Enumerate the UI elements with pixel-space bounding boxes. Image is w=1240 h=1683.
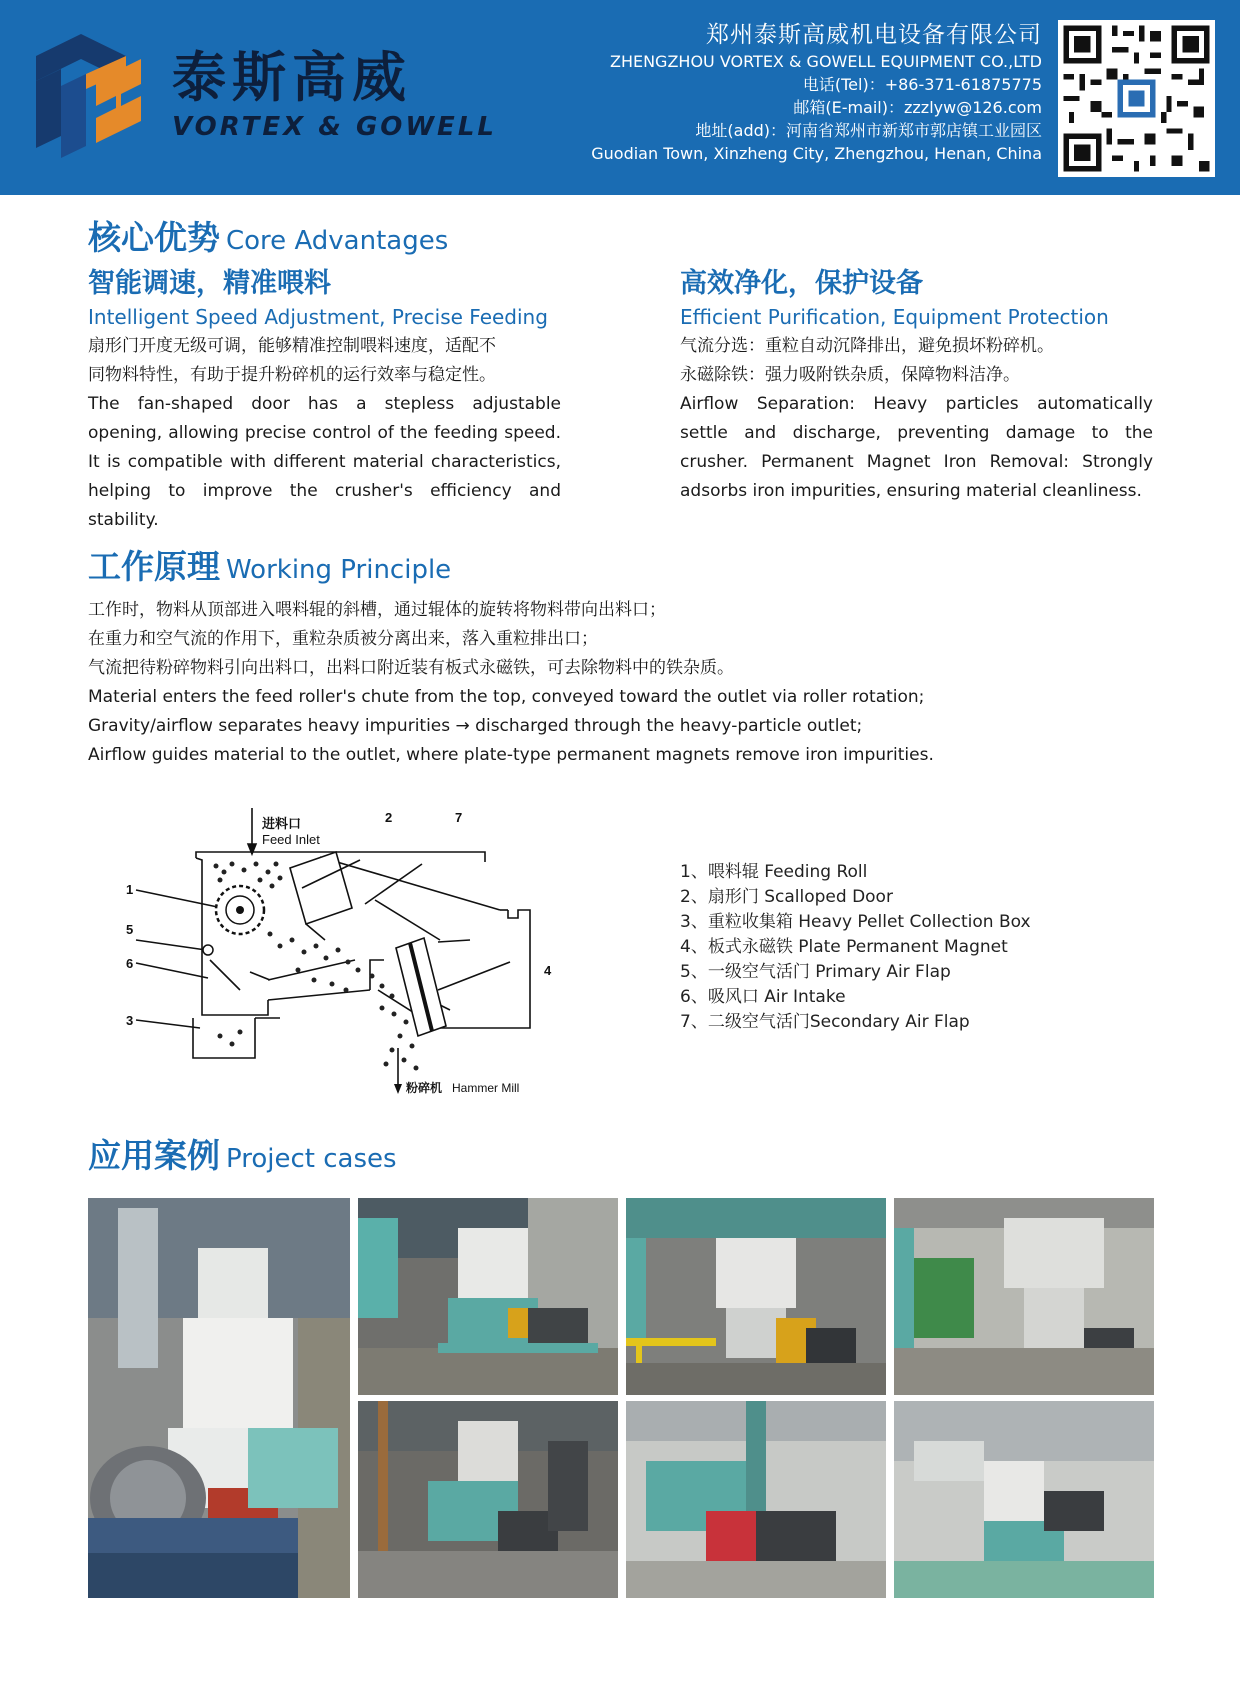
legend-item: 4、板式永磁铁 Plate Permanent Magnet xyxy=(680,937,1008,957)
case-photo-3 xyxy=(626,1198,886,1395)
callout-2: 2 xyxy=(385,810,393,825)
hammer-mill-label-cn: 粉碎机 xyxy=(406,1081,443,1095)
cases-title-cn: 应用案例 xyxy=(88,1136,220,1175)
advantage-right-text-en: Airflow Separation: Heavy particles automatically settle and discharge, preventing damage to the crusher. Permanent Magnet Iron Removal: Strongly adsorbs iron impurities, ensuring material cleanliness. xyxy=(680,394,1153,501)
phone-number[interactable]: 电话(Tel)：+86-371-61875775 xyxy=(802,75,1042,94)
project-cases-heading xyxy=(88,1130,397,1177)
company-name-en: ZHENGZHOU VORTEX & GOWELL EQUIPMENT CO.,LTD xyxy=(609,52,1042,71)
advantage-right-text-cn-2: 永磁除铁：强力吸附铁杂质，保障物料洁净。 xyxy=(680,365,1020,385)
advantage-left-title-cn: 智能调速，精准喂料 xyxy=(88,268,331,299)
advantage-left-title-en: Intelligent Speed Adjustment, Precise Feeding xyxy=(88,305,548,329)
advantage-left-text-en: The fan-shaped door has a stepless adjustable opening, allowing precise control of the feeding speed. It is compatible with different material characteristics, helping to improve the crusher's efficiency and stability. xyxy=(88,394,561,530)
core-advantages-heading xyxy=(88,212,448,259)
vortex-gowell-cube-logo-icon xyxy=(26,26,156,166)
case-photo-2 xyxy=(358,1198,618,1395)
working-line-5: Gravity/airflow separates heavy impurities → discharged through the heavy-particle outlet; xyxy=(88,716,863,736)
legend-item: 3、重粒收集箱 Heavy Pellet Collection Box xyxy=(680,912,1031,932)
legend-item: 5、一级空气活门 Primary Air Flap xyxy=(680,962,951,982)
cases-title-en: Project cases xyxy=(226,1144,397,1174)
email-address[interactable]: 邮箱(E-mail)：zzzlyw@126.com xyxy=(793,98,1042,117)
case-photo-7 xyxy=(894,1401,1154,1598)
working-line-1: 工作时，物料从顶部进入喂料辊的斜槽，通过辊体的旋转将物料带向出料口； xyxy=(88,600,666,620)
callout-6: 6 xyxy=(126,956,134,971)
feed-inlet-label-en: Feed Inlet xyxy=(262,832,320,847)
callout-7: 7 xyxy=(455,810,463,825)
working-principle-text xyxy=(88,596,1148,770)
page-header xyxy=(0,0,1240,195)
callout-1: 1 xyxy=(126,882,134,897)
diagram-legend xyxy=(680,860,1031,1035)
working-title-cn: 工作原理 xyxy=(88,547,220,586)
advantage-left xyxy=(88,266,561,535)
core-title-en: Core Advantages xyxy=(226,226,449,256)
working-line-6: Airflow guides material to the outlet, where plate-type permanent magnets remove iron impurities. xyxy=(88,745,934,765)
case-photo-4 xyxy=(894,1198,1154,1395)
callout-4: 4 xyxy=(544,963,552,978)
working-line-4: Material enters the feed roller's chute from the top, conveyed toward the outlet via roller rotation; xyxy=(88,687,925,707)
feed-inlet-label-cn: 进料口 xyxy=(262,817,302,832)
contact-block xyxy=(591,20,1042,165)
case-photo-6 xyxy=(626,1401,886,1598)
address-en: Guodian Town, Xinzheng City, Zhengzhou, Henan, China xyxy=(591,144,1042,163)
legend-item: 6、吸风口 Air Intake xyxy=(680,987,846,1007)
working-principle-heading xyxy=(88,541,451,588)
address-cn: 地址(add)：河南省郑州市新郑市郭店镇工业园区 xyxy=(695,121,1042,140)
working-title-en: Working Principle xyxy=(226,555,452,585)
legend-item: 7、二级空气活门Secondary Air Flap xyxy=(680,1012,970,1032)
qr-code-icon[interactable] xyxy=(1058,20,1215,177)
callout-5: 5 xyxy=(126,922,134,937)
core-title-cn: 核心优势 xyxy=(88,218,220,257)
legend-item: 1、喂料辊 Feeding Roll xyxy=(680,862,868,882)
working-line-2: 在重力和空气流的作用下，重粒杂质被分离出来，落入重粒排出口； xyxy=(88,629,598,649)
case-photo-1 xyxy=(88,1198,350,1598)
brand-name-en: VORTEX & GOWELL xyxy=(172,112,497,142)
advantage-right-title-cn: 高效净化，保护设备 xyxy=(680,268,923,299)
callout-3: 3 xyxy=(126,1013,134,1028)
company-name-cn: 郑州泰斯高威机电设备有限公司 xyxy=(706,22,1042,48)
legend-item: 2、扇形门 Scalloped Door xyxy=(680,887,893,907)
feeder-diagram xyxy=(120,800,590,1105)
advantage-right-title-en: Efficient Purification, Equipment Protection xyxy=(680,305,1109,329)
case-photo-5 xyxy=(358,1401,618,1598)
hammer-mill-label-en: Hammer Mill xyxy=(452,1081,520,1095)
advantage-left-text-cn-1: 扇形门开度无级可调，能够精准控制喂料速度，适配不 xyxy=(88,336,496,356)
brand-name-cn: 泰斯高威 xyxy=(172,46,412,109)
advantage-right-text-cn-1: 气流分选：重粒自动沉降排出，避免损坏粉碎机。 xyxy=(680,336,1054,356)
advantage-right xyxy=(680,266,1153,506)
advantage-left-text-cn-2: 同物料特性，有助于提升粉碎机的运行效率与稳定性。 xyxy=(88,365,496,385)
working-line-3: 气流把待粉碎物料引向出料口，出料口附近装有板式永磁铁，可去除物料中的铁杂质。 xyxy=(88,658,734,678)
